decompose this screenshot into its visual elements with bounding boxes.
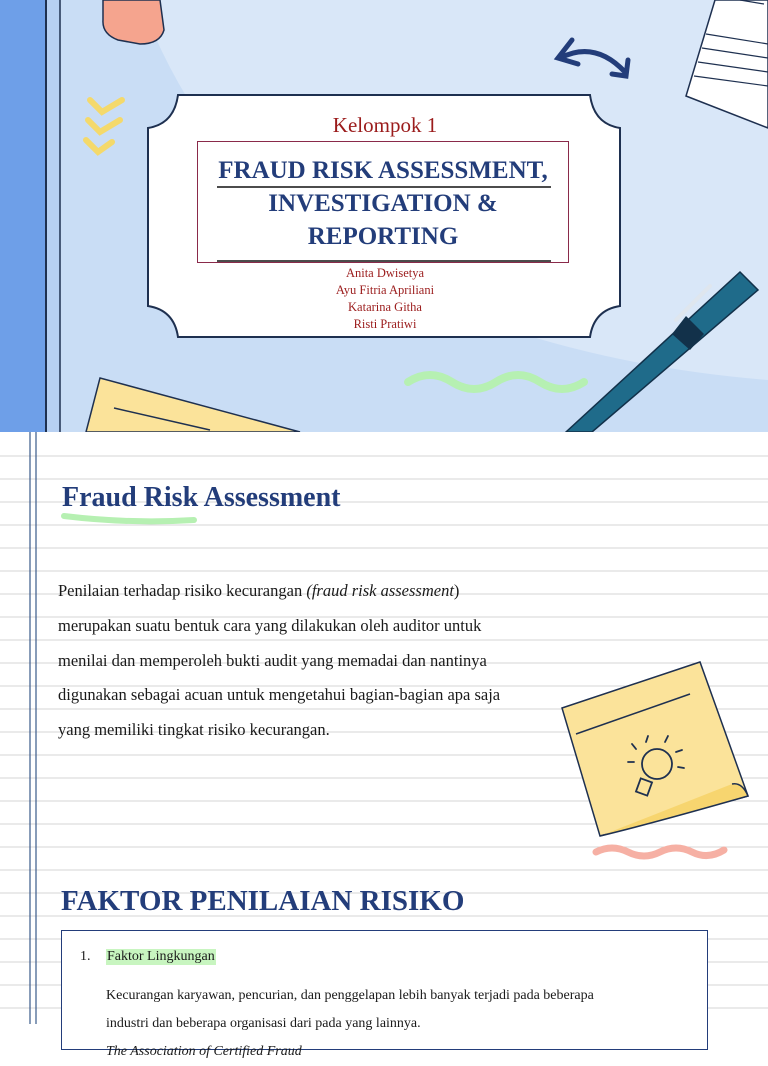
title-line-1: FRAUD RISK ASSESSMENT, bbox=[218, 157, 548, 184]
section-heading: Fraud Risk Assessment bbox=[62, 482, 341, 513]
factors-heading: FAKTOR PENILAIAN RISIKO bbox=[61, 885, 465, 917]
title-slide bbox=[0, 0, 768, 432]
member-name: Anita Dwisetya bbox=[345, 266, 425, 280]
paragraph-line: menilai dan memperoleh bukti audit yang memadai dan nantinya bbox=[58, 650, 487, 670]
title-line-2: INVESTIGATION & bbox=[268, 190, 498, 217]
heading-highlight bbox=[64, 516, 194, 521]
description-line bbox=[106, 1010, 706, 1066]
content-slide bbox=[0, 432, 768, 1059]
notebook-spine bbox=[0, 0, 46, 432]
member-list bbox=[150, 265, 620, 333]
title-line-3: REPORTING bbox=[307, 223, 459, 250]
list-number: 1. bbox=[80, 949, 91, 964]
definition-paragraph bbox=[58, 574, 578, 748]
squiggle-decoration bbox=[596, 848, 724, 856]
italic-term: (fraud risk assessment bbox=[306, 581, 454, 600]
notebook-margin bbox=[46, 0, 60, 432]
squiggle-decoration bbox=[408, 375, 584, 389]
paragraph-line: merupakan suatu bentuk cara yang dilakukan oleh auditor untuk bbox=[58, 615, 482, 635]
factor-description bbox=[106, 982, 706, 1066]
factor-label: Faktor Lingkungan bbox=[107, 949, 215, 964]
paragraph-line bbox=[58, 574, 578, 609]
member-name: Risti Pratiwi bbox=[353, 317, 417, 331]
chevrons-icon bbox=[86, 100, 122, 152]
title-underlines bbox=[197, 141, 569, 263]
member-name: Katarina Githa bbox=[348, 300, 422, 314]
paragraph-line: digunakan sebagai acuan untuk mengetahui bagian-bagian apa saja bbox=[58, 685, 501, 705]
text-run: ) bbox=[453, 581, 460, 600]
text-run: Penilaian terhadap risiko kecurangan bbox=[58, 581, 307, 600]
text-run: industri dan beberapa organisasi dari pada yang lainnya. bbox=[106, 1016, 421, 1031]
sticky-note-icon bbox=[86, 378, 300, 432]
description-line: Kecurangan karyawan, pencurian, dan penggelapan lebih banyak terjadi pada beberapa bbox=[106, 988, 594, 1003]
group-name: Kelompok 1 bbox=[332, 113, 438, 137]
paragraph-line: yang memiliki tingkat risiko kecurangan. bbox=[58, 720, 330, 740]
idea-note-icon bbox=[562, 662, 748, 836]
eraser-icon bbox=[103, 0, 164, 44]
italic-term: The Association of Certified Fraud bbox=[106, 1044, 302, 1059]
member-name: Ayu Fitria Apriliani bbox=[335, 283, 435, 297]
